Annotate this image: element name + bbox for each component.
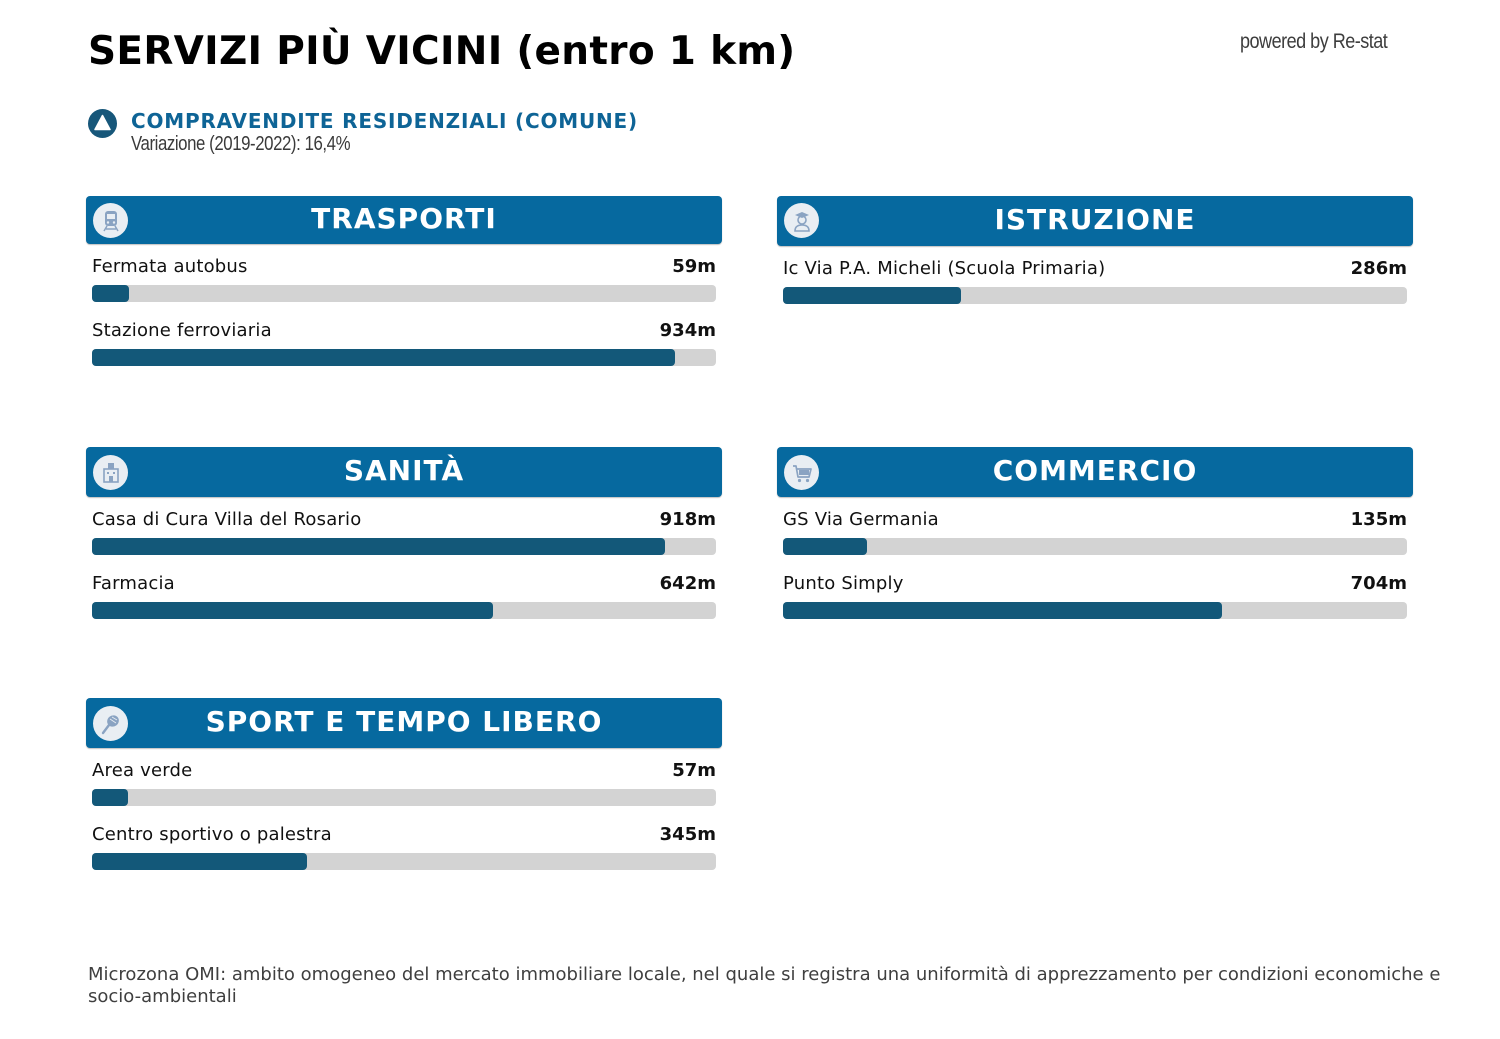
stat-subtitle: Variazione (2019-2022): 16,4% <box>131 133 351 155</box>
card-header <box>86 447 722 497</box>
list-item <box>92 497 716 561</box>
item-distance: 59m <box>672 256 716 277</box>
distance-bar-track <box>783 538 1407 555</box>
item-distance: 918m <box>659 509 716 530</box>
list-item <box>92 748 716 812</box>
list-item <box>783 497 1407 561</box>
item-label: Casa di Cura Villa del Rosario <box>92 509 362 530</box>
footnote: Microzona OMI: ambito omogeneo del mercato immobiliare locale, nel quale si registra una uniformità di apprezzamento per condizioni economiche e socio-ambientali <box>88 964 1441 1007</box>
card-header <box>777 196 1413 246</box>
distance-bar-fill <box>92 789 128 806</box>
distance-bar-fill <box>92 349 675 366</box>
item-distance: 345m <box>659 824 716 845</box>
powered-by-label: powered by Re-stat <box>1240 30 1388 53</box>
card-header <box>777 447 1413 497</box>
card-title: SANITÀ <box>343 454 465 487</box>
distance-bar-fill <box>783 538 867 555</box>
triangle-up-icon <box>88 109 117 138</box>
card-sanita <box>86 447 722 625</box>
item-label: Area verde <box>92 760 193 781</box>
item-distance: 286m <box>1350 258 1407 279</box>
card-title: TRASPORTI <box>311 202 497 235</box>
item-distance: 704m <box>1350 573 1407 594</box>
distance-bar-track <box>92 789 716 806</box>
list-item <box>92 812 716 876</box>
item-label: GS Via Germania <box>783 509 939 530</box>
list-item <box>92 561 716 625</box>
distance-bar-track <box>92 853 716 870</box>
card-header <box>86 698 722 748</box>
distance-bar-track <box>783 287 1407 304</box>
distance-bar-fill <box>92 285 129 302</box>
distance-bar-track <box>92 602 716 619</box>
distance-bar-fill <box>92 538 665 555</box>
item-label: Stazione ferroviaria <box>92 320 272 341</box>
item-label: Farmacia <box>92 573 175 594</box>
card-title: SPORT E TEMPO LIBERO <box>205 705 603 738</box>
distance-bar-fill <box>783 602 1222 619</box>
card-trasporti <box>86 196 722 372</box>
item-distance: 135m <box>1350 509 1407 530</box>
card-title: ISTRUZIONE <box>994 203 1196 236</box>
item-distance: 934m <box>659 320 716 341</box>
list-item <box>92 308 716 372</box>
distance-bar-track <box>92 349 716 366</box>
item-distance: 57m <box>672 760 716 781</box>
page-title: SERVIZI PIÙ VICINI (entro 1 km) <box>88 29 796 74</box>
distance-bar-fill <box>783 287 961 304</box>
card-sport-tempo-libero <box>86 698 722 876</box>
item-label: Ic Via P.A. Micheli (Scuola Primaria) <box>783 258 1106 279</box>
distance-bar-track <box>92 285 716 302</box>
list-item <box>92 244 716 308</box>
card-commercio <box>777 447 1413 625</box>
distance-bar-track <box>92 538 716 555</box>
item-label: Fermata autobus <box>92 256 248 277</box>
stat-title: COMPRAVENDITE RESIDENZIALI (COMUNE) <box>131 109 638 133</box>
distance-bar-fill <box>92 602 493 619</box>
item-label: Centro sportivo o palestra <box>92 824 332 845</box>
card-istruzione <box>777 196 1413 310</box>
list-item <box>783 561 1407 625</box>
list-item <box>783 246 1407 310</box>
card-header <box>86 196 722 244</box>
card-title: COMMERCIO <box>992 454 1198 487</box>
distance-bar-fill <box>92 853 307 870</box>
distance-bar-track <box>783 602 1407 619</box>
item-label: Punto Simply <box>783 573 904 594</box>
item-distance: 642m <box>659 573 716 594</box>
